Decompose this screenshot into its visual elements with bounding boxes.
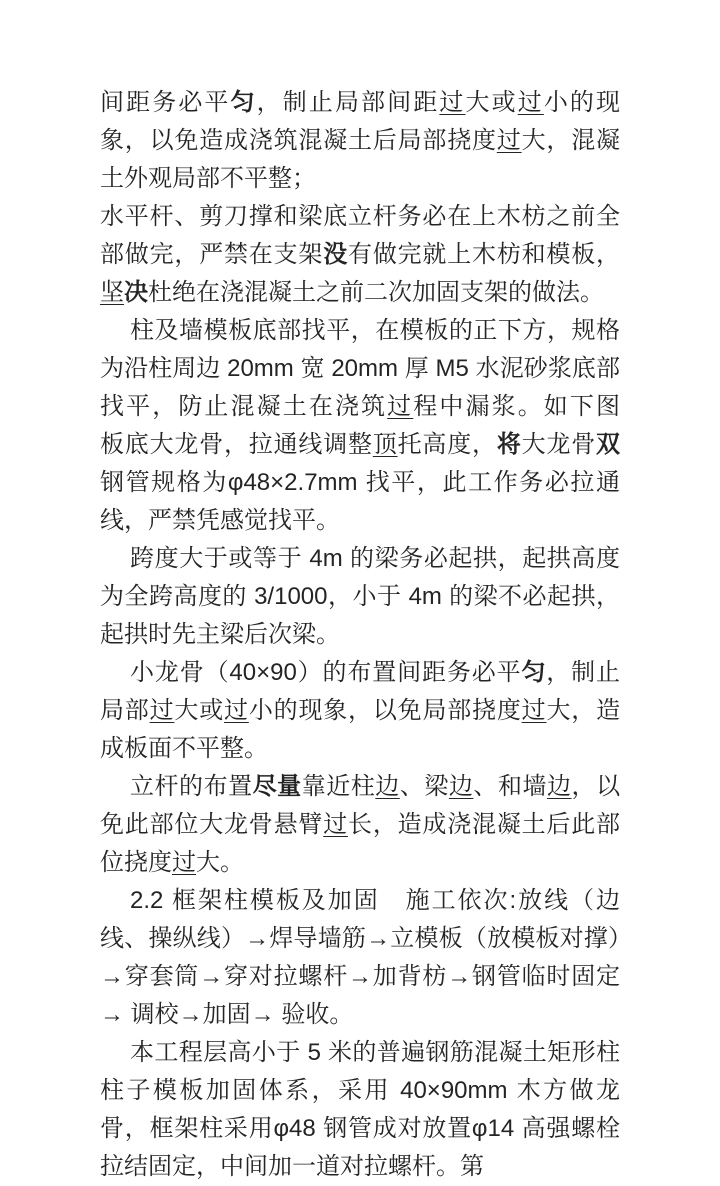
text-segment: 托高度，: [397, 431, 497, 458]
text-segment: 大。: [196, 849, 244, 876]
text-segment: 大或: [465, 89, 518, 116]
text-segment: 间距务必平: [100, 89, 231, 116]
text-segment: ，以免此部位大龙骨悬臂: [100, 773, 621, 838]
paragraph: [100, 198, 620, 312]
text-segment: 没: [323, 241, 349, 268]
text-segment: 匀: [521, 659, 547, 686]
text-segment: 匀: [230, 89, 257, 116]
text-segment: 过: [496, 127, 522, 154]
text-segment: 坚: [100, 279, 124, 306]
text-segment: 立杆的布置: [130, 773, 253, 800]
text-segment: 柱及墙模板底部找平，在模板的正下方，规格为沿柱周边 20mm 宽 20mm 厚 M5 水泥砂浆底部找平，防止混凝土在浇筑: [100, 317, 620, 420]
text-segment: 过: [521, 697, 547, 724]
text-segment: 过: [224, 697, 249, 724]
text-segment: 小龙骨（40×90）的布置间距务必平: [130, 659, 522, 686]
text-segment: 水平杆、剪刀撑和梁底立杆务必在上木枋之前全部做完，严禁在支架: [100, 203, 620, 268]
paragraph: [100, 540, 620, 654]
text-segment: 大，造成板面不平整。: [100, 697, 621, 762]
text-segment: 将: [496, 431, 522, 458]
text-segment: 小的现象，以免造成浇筑混凝土后局部挠度: [100, 89, 621, 154]
text-segment: 有做完就上木枋和模板，: [348, 241, 621, 268]
text-segment: ，制止局部: [100, 659, 621, 724]
text-segment: 靠近柱: [301, 773, 376, 800]
text-segment: 过: [323, 811, 349, 838]
text-segment: 小的现象，以免局部挠度: [248, 697, 522, 724]
text-segment: 程中漏浆。如下图 板底大龙骨，拉通线调整: [100, 393, 651, 458]
paragraph: [100, 84, 620, 198]
text-segment: 边: [375, 773, 400, 800]
text-segment: 尽量: [252, 773, 302, 800]
text-segment: 大或: [174, 697, 225, 724]
text-segment: 双: [596, 431, 621, 458]
paragraph: [100, 1034, 620, 1186]
text-segment: 本工程层高小于 5 米的普遍钢筋混凝土矩形柱柱子模板加固体系，采用 40×90mm 木方做龙骨，框架柱采用φ48 钢管成对放置φ14 高强螺栓拉结固定，中间加一道对拉螺杆。第: [100, 1039, 620, 1180]
text-segment: 边: [547, 773, 572, 800]
text-segment: 决: [124, 279, 148, 306]
text-segment: 跨度大于或等于 4m 的梁务必起拱，起拱高度为全跨高度的 3/1000，小于 4m 的梁不必起拱，起拱时先主梁后次梁。: [100, 545, 620, 648]
paragraph: [100, 654, 620, 768]
text-segment: 过: [439, 89, 466, 116]
text-segment: 大，混凝土外观局部不平整；: [100, 127, 621, 192]
text-segment: 过: [149, 697, 175, 724]
text-segment: 过: [517, 89, 544, 116]
paragraph: [100, 768, 620, 882]
document-body: [100, 84, 651, 1186]
text-segment: 2.2 框架柱模板及加固 施工依次:放线（边线、操纵线）→焊导墙筋→立模板（放模板对撑）→穿套筒→穿对拉螺杆→加背枋→钢管临时固定→ 调校→加固→ 验收。: [100, 887, 620, 1028]
paragraph: [100, 882, 620, 1034]
text-segment: 、梁: [399, 773, 449, 800]
text-segment: 过: [172, 849, 196, 876]
text-segment: 杜绝在浇混凝土之前二次加固支架的做法。: [148, 279, 604, 306]
text-segment: 过: [387, 393, 414, 420]
text-segment: 顶: [372, 431, 398, 458]
text-segment: ，制止局部间距: [256, 89, 440, 116]
text-segment: 长，造成浇混凝土后此部位挠度: [100, 811, 621, 876]
text-segment: 大龙骨: [521, 431, 597, 458]
paragraph: [100, 312, 651, 540]
text-segment: 边: [448, 773, 474, 800]
text-segment: 钢管规格为φ48×2.7mm 找平，此工作务必拉通线，严禁凭感觉找平。: [100, 469, 620, 534]
text-segment: 、和墙: [473, 773, 548, 800]
